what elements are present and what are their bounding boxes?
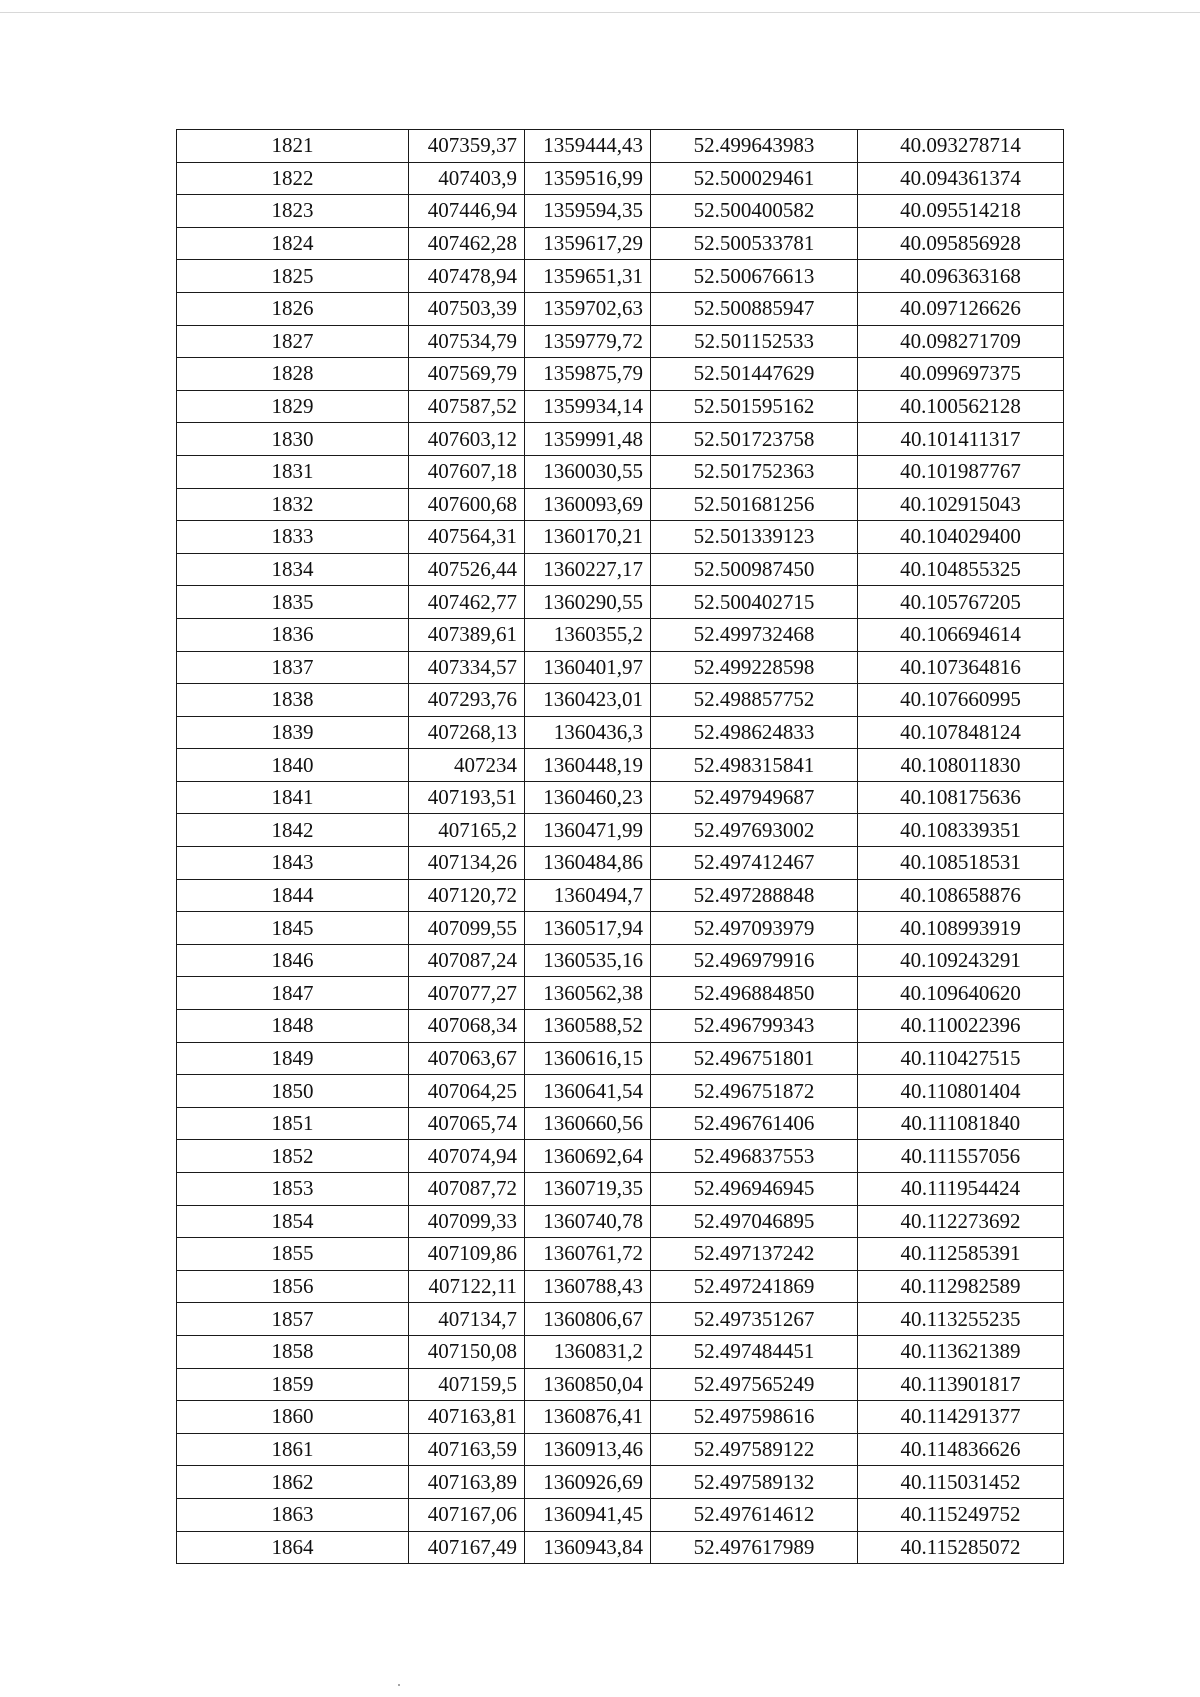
x-coordinate-cell: 407446,94 [409,195,525,228]
x-coordinate-cell: 407099,33 [409,1205,525,1238]
x-coordinate-cell: 407234 [409,749,525,782]
table-row [177,358,1064,391]
longitude-cell: 40.101987767 [858,455,1064,488]
latitude-cell: 52.500987450 [651,553,858,586]
latitude-cell: 52.497484451 [651,1335,858,1368]
longitude-cell: 40.111081840 [858,1107,1064,1140]
point-number-cell: 1840 [177,749,409,782]
latitude-cell: 52.496799343 [651,1010,858,1043]
x-coordinate-cell: 407334,57 [409,651,525,684]
table-row [177,847,1064,880]
table-row [177,1173,1064,1206]
x-coordinate-cell: 407587,52 [409,390,525,423]
x-coordinate-cell: 407074,94 [409,1140,525,1173]
x-coordinate-cell: 407134,26 [409,847,525,880]
latitude-cell: 52.498315841 [651,749,858,782]
table-row [177,749,1064,782]
table-row [177,455,1064,488]
x-coordinate-cell: 407167,49 [409,1531,525,1564]
point-number-cell: 1829 [177,390,409,423]
longitude-cell: 40.108011830 [858,749,1064,782]
y-coordinate-cell: 1360562,38 [525,977,651,1010]
longitude-cell: 40.104029400 [858,521,1064,554]
y-coordinate-cell: 1360227,17 [525,553,651,586]
point-number-cell: 1828 [177,358,409,391]
point-number-cell: 1821 [177,130,409,163]
table-row [177,390,1064,423]
point-number-cell: 1860 [177,1401,409,1434]
table-row [177,716,1064,749]
longitude-cell: 40.110022396 [858,1010,1064,1043]
longitude-cell: 40.110427515 [858,1042,1064,1075]
x-coordinate-cell: 407167,06 [409,1498,525,1531]
x-coordinate-cell: 407600,68 [409,488,525,521]
point-number-cell: 1848 [177,1010,409,1043]
table-row [177,423,1064,456]
longitude-cell: 40.094361374 [858,162,1064,195]
y-coordinate-cell: 1360535,16 [525,944,651,977]
point-number-cell: 1833 [177,521,409,554]
table-row [177,227,1064,260]
y-coordinate-cell: 1359991,48 [525,423,651,456]
y-coordinate-cell: 1360494,7 [525,879,651,912]
longitude-cell: 40.108175636 [858,781,1064,814]
y-coordinate-cell: 1360660,56 [525,1107,651,1140]
x-coordinate-cell: 407462,77 [409,586,525,619]
point-number-cell: 1851 [177,1107,409,1140]
latitude-cell: 52.497589122 [651,1433,858,1466]
longitude-cell: 40.113255235 [858,1303,1064,1336]
y-coordinate-cell: 1360740,78 [525,1205,651,1238]
y-coordinate-cell: 1360093,69 [525,488,651,521]
latitude-cell: 52.497412467 [651,847,858,880]
longitude-cell: 40.112273692 [858,1205,1064,1238]
point-number-cell: 1835 [177,586,409,619]
y-coordinate-cell: 1360941,45 [525,1498,651,1531]
x-coordinate-cell: 407087,24 [409,944,525,977]
longitude-cell: 40.110801404 [858,1075,1064,1108]
point-number-cell: 1838 [177,684,409,717]
latitude-cell: 52.497137242 [651,1238,858,1271]
x-coordinate-cell: 407122,11 [409,1270,525,1303]
latitude-cell: 52.496884850 [651,977,858,1010]
y-coordinate-cell: 1360692,64 [525,1140,651,1173]
latitude-cell: 52.500029461 [651,162,858,195]
point-number-cell: 1822 [177,162,409,195]
longitude-cell: 40.098271709 [858,325,1064,358]
table-row [177,814,1064,847]
x-coordinate-cell: 407293,76 [409,684,525,717]
latitude-cell: 52.499228598 [651,651,858,684]
latitude-cell: 52.497598616 [651,1401,858,1434]
latitude-cell: 52.496946945 [651,1173,858,1206]
y-coordinate-cell: 1360484,86 [525,847,651,880]
longitude-cell: 40.108518531 [858,847,1064,880]
longitude-cell: 40.113901817 [858,1368,1064,1401]
latitude-cell: 52.500885947 [651,292,858,325]
longitude-cell: 40.095856928 [858,227,1064,260]
table-row [177,912,1064,945]
latitude-cell: 52.497288848 [651,879,858,912]
longitude-cell: 40.102915043 [858,488,1064,521]
table-row [177,1075,1064,1108]
latitude-cell: 52.501152533 [651,325,858,358]
longitude-cell: 40.107660995 [858,684,1064,717]
point-number-cell: 1823 [177,195,409,228]
y-coordinate-cell: 1360448,19 [525,749,651,782]
latitude-cell: 52.497617989 [651,1531,858,1564]
point-number-cell: 1825 [177,260,409,293]
latitude-cell: 52.501339123 [651,521,858,554]
x-coordinate-cell: 407159,5 [409,1368,525,1401]
point-number-cell: 1864 [177,1531,409,1564]
coordinates-table [176,129,1064,1564]
x-coordinate-cell: 407077,27 [409,977,525,1010]
x-coordinate-cell: 407607,18 [409,455,525,488]
x-coordinate-cell: 407163,59 [409,1433,525,1466]
x-coordinate-cell: 407099,55 [409,912,525,945]
x-coordinate-cell: 407064,25 [409,1075,525,1108]
latitude-cell: 52.496751801 [651,1042,858,1075]
table-row [177,618,1064,651]
longitude-cell: 40.109243291 [858,944,1064,977]
table-row [177,1335,1064,1368]
longitude-cell: 40.104855325 [858,553,1064,586]
latitude-cell: 52.500533781 [651,227,858,260]
y-coordinate-cell: 1360719,35 [525,1173,651,1206]
y-coordinate-cell: 1360788,43 [525,1270,651,1303]
y-coordinate-cell: 1359934,14 [525,390,651,423]
x-coordinate-cell: 407503,39 [409,292,525,325]
x-coordinate-cell: 407065,74 [409,1107,525,1140]
longitude-cell: 40.108339351 [858,814,1064,847]
longitude-cell: 40.099697375 [858,358,1064,391]
x-coordinate-cell: 407134,7 [409,1303,525,1336]
table-row [177,1205,1064,1238]
longitude-cell: 40.115285072 [858,1531,1064,1564]
y-coordinate-cell: 1360943,84 [525,1531,651,1564]
y-coordinate-cell: 1359444,43 [525,130,651,163]
point-number-cell: 1832 [177,488,409,521]
y-coordinate-cell: 1360460,23 [525,781,651,814]
y-coordinate-cell: 1359779,72 [525,325,651,358]
x-coordinate-cell: 407534,79 [409,325,525,358]
table-row [177,260,1064,293]
y-coordinate-cell: 1360423,01 [525,684,651,717]
table-row [177,1010,1064,1043]
table-row [177,879,1064,912]
point-number-cell: 1850 [177,1075,409,1108]
point-number-cell: 1849 [177,1042,409,1075]
scan-speck [398,1684,400,1686]
longitude-cell: 40.108658876 [858,879,1064,912]
latitude-cell: 52.498857752 [651,684,858,717]
latitude-cell: 52.497565249 [651,1368,858,1401]
longitude-cell: 40.097126626 [858,292,1064,325]
latitude-cell: 52.497693002 [651,814,858,847]
longitude-cell: 40.109640620 [858,977,1064,1010]
point-number-cell: 1827 [177,325,409,358]
table-row [177,1433,1064,1466]
point-number-cell: 1824 [177,227,409,260]
y-coordinate-cell: 1360831,2 [525,1335,651,1368]
point-number-cell: 1854 [177,1205,409,1238]
table-row [177,162,1064,195]
table-row [177,1107,1064,1140]
x-coordinate-cell: 407389,61 [409,618,525,651]
y-coordinate-cell: 1359702,63 [525,292,651,325]
table-row [177,1270,1064,1303]
y-coordinate-cell: 1360876,41 [525,1401,651,1434]
table-row [177,1140,1064,1173]
latitude-cell: 52.497589132 [651,1466,858,1499]
table-row [177,488,1064,521]
latitude-cell: 52.497241869 [651,1270,858,1303]
latitude-cell: 52.501752363 [651,455,858,488]
coordinates-table-body [177,130,1064,1564]
latitude-cell: 52.500400582 [651,195,858,228]
table-row [177,977,1064,1010]
table-row [177,195,1064,228]
y-coordinate-cell: 1360471,99 [525,814,651,847]
longitude-cell: 40.096363168 [858,260,1064,293]
point-number-cell: 1847 [177,977,409,1010]
point-number-cell: 1843 [177,847,409,880]
scan-edge-line [0,12,1200,13]
point-number-cell: 1846 [177,944,409,977]
longitude-cell: 40.111954424 [858,1173,1064,1206]
y-coordinate-cell: 1360616,15 [525,1042,651,1075]
longitude-cell: 40.101411317 [858,423,1064,456]
y-coordinate-cell: 1360761,72 [525,1238,651,1271]
longitude-cell: 40.112982589 [858,1270,1064,1303]
x-coordinate-cell: 407163,81 [409,1401,525,1434]
x-coordinate-cell: 407478,94 [409,260,525,293]
point-number-cell: 1844 [177,879,409,912]
y-coordinate-cell: 1360030,55 [525,455,651,488]
latitude-cell: 52.497949687 [651,781,858,814]
y-coordinate-cell: 1360926,69 [525,1466,651,1499]
point-number-cell: 1853 [177,1173,409,1206]
point-number-cell: 1837 [177,651,409,684]
point-number-cell: 1842 [177,814,409,847]
point-number-cell: 1863 [177,1498,409,1531]
point-number-cell: 1862 [177,1466,409,1499]
table-row [177,1303,1064,1336]
longitude-cell: 40.105767205 [858,586,1064,619]
x-coordinate-cell: 407462,28 [409,227,525,260]
y-coordinate-cell: 1360641,54 [525,1075,651,1108]
x-coordinate-cell: 407063,67 [409,1042,525,1075]
x-coordinate-cell: 407564,31 [409,521,525,554]
point-number-cell: 1836 [177,618,409,651]
y-coordinate-cell: 1360401,97 [525,651,651,684]
table-row [177,1368,1064,1401]
table-row [177,1498,1064,1531]
longitude-cell: 40.115249752 [858,1498,1064,1531]
point-number-cell: 1857 [177,1303,409,1336]
latitude-cell: 52.501723758 [651,423,858,456]
table-row [177,130,1064,163]
x-coordinate-cell: 407120,72 [409,879,525,912]
point-number-cell: 1855 [177,1238,409,1271]
y-coordinate-cell: 1359516,99 [525,162,651,195]
x-coordinate-cell: 407087,72 [409,1173,525,1206]
latitude-cell: 52.501447629 [651,358,858,391]
point-number-cell: 1830 [177,423,409,456]
latitude-cell: 52.499732468 [651,618,858,651]
table-row [177,1042,1064,1075]
latitude-cell: 52.496751872 [651,1075,858,1108]
x-coordinate-cell: 407526,44 [409,553,525,586]
y-coordinate-cell: 1360436,3 [525,716,651,749]
point-number-cell: 1826 [177,292,409,325]
table-row [177,1466,1064,1499]
x-coordinate-cell: 407569,79 [409,358,525,391]
latitude-cell: 52.496761406 [651,1107,858,1140]
point-number-cell: 1852 [177,1140,409,1173]
y-coordinate-cell: 1360806,67 [525,1303,651,1336]
y-coordinate-cell: 1359594,35 [525,195,651,228]
longitude-cell: 40.112585391 [858,1238,1064,1271]
x-coordinate-cell: 407150,08 [409,1335,525,1368]
point-number-cell: 1841 [177,781,409,814]
table-row [177,684,1064,717]
y-coordinate-cell: 1360355,2 [525,618,651,651]
y-coordinate-cell: 1359617,29 [525,227,651,260]
longitude-cell: 40.100562128 [858,390,1064,423]
x-coordinate-cell: 407109,86 [409,1238,525,1271]
latitude-cell: 52.497614612 [651,1498,858,1531]
x-coordinate-cell: 407268,13 [409,716,525,749]
table-row [177,586,1064,619]
y-coordinate-cell: 1359651,31 [525,260,651,293]
point-number-cell: 1839 [177,716,409,749]
latitude-cell: 52.500402715 [651,586,858,619]
x-coordinate-cell: 407403,9 [409,162,525,195]
y-coordinate-cell: 1360290,55 [525,586,651,619]
table-row [177,1238,1064,1271]
latitude-cell: 52.501595162 [651,390,858,423]
y-coordinate-cell: 1359875,79 [525,358,651,391]
y-coordinate-cell: 1360588,52 [525,1010,651,1043]
point-number-cell: 1858 [177,1335,409,1368]
latitude-cell: 52.497351267 [651,1303,858,1336]
table-row [177,325,1064,358]
point-number-cell: 1856 [177,1270,409,1303]
table-row [177,944,1064,977]
table-row [177,553,1064,586]
longitude-cell: 40.111557056 [858,1140,1064,1173]
longitude-cell: 40.113621389 [858,1335,1064,1368]
x-coordinate-cell: 407068,34 [409,1010,525,1043]
y-coordinate-cell: 1360517,94 [525,912,651,945]
longitude-cell: 40.093278714 [858,130,1064,163]
latitude-cell: 52.498624833 [651,716,858,749]
point-number-cell: 1861 [177,1433,409,1466]
y-coordinate-cell: 1360913,46 [525,1433,651,1466]
table-row [177,1531,1064,1564]
y-coordinate-cell: 1360170,21 [525,521,651,554]
table-row [177,292,1064,325]
table-row [177,1401,1064,1434]
x-coordinate-cell: 407163,89 [409,1466,525,1499]
longitude-cell: 40.108993919 [858,912,1064,945]
longitude-cell: 40.095514218 [858,195,1064,228]
latitude-cell: 52.501681256 [651,488,858,521]
x-coordinate-cell: 407359,37 [409,130,525,163]
longitude-cell: 40.114836626 [858,1433,1064,1466]
latitude-cell: 52.499643983 [651,130,858,163]
latitude-cell: 52.496837553 [651,1140,858,1173]
x-coordinate-cell: 407603,12 [409,423,525,456]
longitude-cell: 40.114291377 [858,1401,1064,1434]
y-coordinate-cell: 1360850,04 [525,1368,651,1401]
point-number-cell: 1834 [177,553,409,586]
table-row [177,521,1064,554]
point-number-cell: 1831 [177,455,409,488]
point-number-cell: 1859 [177,1368,409,1401]
longitude-cell: 40.107364816 [858,651,1064,684]
longitude-cell: 40.107848124 [858,716,1064,749]
x-coordinate-cell: 407193,51 [409,781,525,814]
x-coordinate-cell: 407165,2 [409,814,525,847]
latitude-cell: 52.500676613 [651,260,858,293]
point-number-cell: 1845 [177,912,409,945]
table-row [177,651,1064,684]
latitude-cell: 52.497093979 [651,912,858,945]
latitude-cell: 52.497046895 [651,1205,858,1238]
longitude-cell: 40.115031452 [858,1466,1064,1499]
longitude-cell: 40.106694614 [858,618,1064,651]
latitude-cell: 52.496979916 [651,944,858,977]
table-row [177,781,1064,814]
